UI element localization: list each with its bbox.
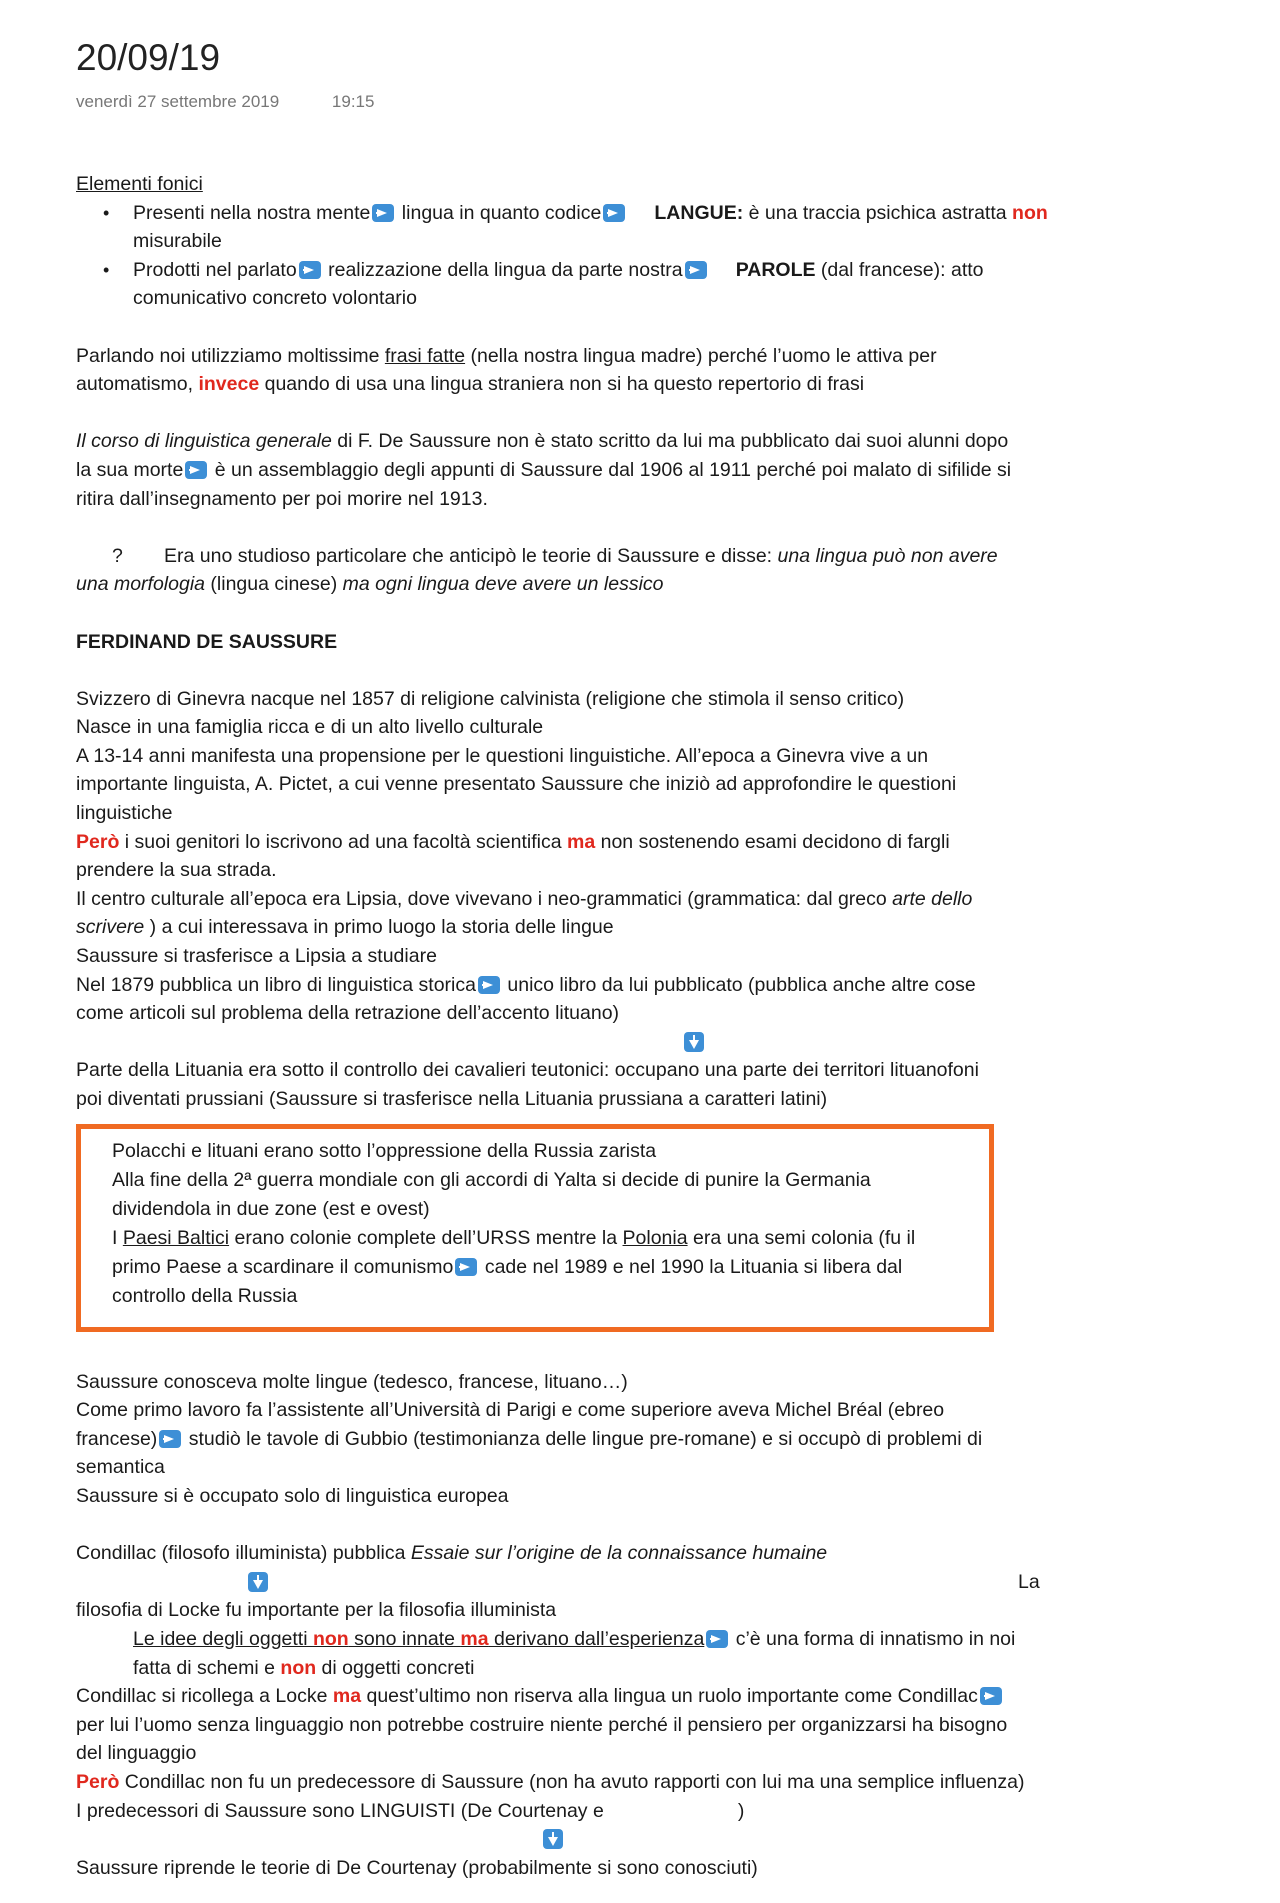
right-arrow-icon [185, 461, 207, 479]
condillac-line: Però Condillac non fu un predecessore di Saussure (non ha avuto rapporti con lui ma una semplice influenza) [76, 1770, 1025, 1793]
condillac-line: Condillac si ricollega a Locke ma quest’ultimo non riserva alla lingua un ruolo importante come Condillac [76, 1682, 1206, 1711]
right-arrow-icon [685, 261, 707, 279]
question-mark: ? [112, 544, 123, 567]
text: misurabile [133, 230, 222, 253]
right-arrow-icon [478, 976, 500, 994]
note-page [76, 30, 1206, 1882]
lingue-line: semantica [76, 1456, 165, 1479]
bio-line: Svizzero di Ginevra nacque nel 1857 di religione calvinista (religione che stimola il senso critico) [76, 687, 905, 710]
right-arrow-icon [299, 261, 321, 279]
bio-line: linguistiche [76, 802, 173, 825]
lingue-line: Saussure conosceva molte lingue (tedesco, francese, lituano…) [76, 1370, 628, 1393]
paragraph: Il corso di linguistica generale di F. De Saussure non è stato scritto da lui ma pubblicato dai suoi alunni dopo [76, 430, 1009, 453]
box-line: controllo della Russia [112, 1284, 298, 1307]
right-arrow-icon [455, 1258, 477, 1276]
condillac-line: Condillac (filosofo illuminista) pubblica Essaie sur l’origine de la connaissance humaine [76, 1542, 828, 1565]
lituania-line: poi diventati prussiani (Saussure si trasferisce nella Lituania prussiana a caratteri latini) [76, 1088, 828, 1110]
text: Presenti nella nostra mente [133, 201, 371, 224]
condillac-line: Le idee degli oggetti non sono innate ma derivano dall’esperienza c’è una forma di innatismo in noi [133, 1627, 1016, 1650]
right-arrow-icon [603, 204, 625, 222]
bio-line: Nasce in una famiglia ricca e di un alto livello culturale [76, 716, 544, 739]
bio-line: Il centro culturale all’epoca era Lipsia, dove vivevano i neo-grammatici (grammatica: dal greco arte dello [76, 887, 973, 910]
condillac-line: filosofia di Locke fu importante per la filosofia illuminista [76, 1599, 557, 1622]
elementi-list [76, 199, 1206, 313]
condillac-line: del linguaggio [76, 1742, 197, 1765]
paragraph: Parlando noi utilizziamo moltissime frasi fatte (nella nostra lingua madre) perché l’uomo le attiva per [76, 344, 937, 367]
down-arrow-icon [248, 1572, 268, 1592]
bio-line: Saussure si trasferisce a Lipsia a studiare [76, 945, 437, 968]
paragraph: ? Era uno studioso particolare che anticipò le teorie di Saussure e disse: una lingua può non avere [76, 542, 1206, 571]
history-box [76, 1124, 994, 1332]
paragraph: una morfologia (lingua cinese) ma ogni lingua deve avere un lessico [76, 573, 664, 596]
bio-line: A 13-14 anni manifesta una propensione per le questioni linguistiche. All’epoca a Ginevra vive a un [76, 744, 929, 767]
text: comunicativo concreto volontario [133, 287, 417, 310]
bio-line: Però i suoi genitori lo iscrivono ad una facoltà scientifica ma non sostenendo esami decidono di fargli [76, 830, 950, 853]
text: lingua in quanto codice [396, 201, 602, 224]
down-arrow-icon [543, 1829, 563, 1849]
box-line: Alla fine della 2ª guerra mondiale con gli accordi di Yalta si decide di punire la Germania [112, 1168, 871, 1191]
right-arrow-icon [372, 204, 394, 222]
text: Prodotti nel parlato [133, 258, 297, 281]
condillac-line: I predecessori di Saussure sono LINGUISTI (De Courtenay e ) [76, 1799, 745, 1822]
paragraph: ritira dall’insegnamento per poi morire nel 1913. [76, 487, 488, 510]
text: realizzazione della lingua da parte nostra [322, 258, 683, 281]
paragraph: automatismo, invece quando di usa una lingua straniera non si ha questo repertorio di frasi [76, 373, 865, 396]
parole-term: PAROLE [735, 258, 816, 281]
box-line: dividendola in due zone (est e ovest) [112, 1197, 430, 1220]
lingue-line: Come primo lavoro fa l’assistente all’Università di Parigi e come superiore aveva Michel Bréal (ebreo [76, 1399, 945, 1422]
condillac-line: fatta di schemi e non di oggetti concreti [133, 1656, 475, 1679]
text: è una traccia psichica astratta [743, 201, 1013, 224]
langue-term: LANGUE: [654, 201, 744, 224]
condillac-line: per lui l’uomo senza linguaggio non potrebbe costruire niente perché il pensiero per organizzarsi ha bisogno [76, 1713, 1008, 1736]
condillac-line: Saussure riprende le teorie di De Courtenay (probabilmente si sono conosciuti) [76, 1856, 758, 1879]
section-title: FERDINAND DE SAUSSURE [76, 630, 338, 653]
bio-line: Nel 1879 pubblica un libro di linguistica storica unico libro da lui pubblicato (pubblica anche altre cose [76, 973, 976, 996]
page-title: 20/09/19 [76, 37, 221, 78]
lituania-line: Parte della Lituania era sotto il controllo dei cavalieri teutonici: occupano una parte dei territori lituanofoni [76, 1059, 979, 1082]
bio-line: scrivere ) a cui interessava in primo luogo la storia delle lingue [76, 916, 614, 939]
list-item: • Presenti nella nostra mente lingua in quanto codice LANGUE: è una traccia psichica astratta non misurabile [103, 201, 1048, 253]
bio-line: importante linguista, A. Pictet, a cui venne presentato Saussure che iniziò ad approfondire le questioni [76, 773, 957, 796]
down-arrow-icon [684, 1032, 704, 1052]
elementi-heading: Elementi fonici [76, 173, 203, 195]
condillac-line [76, 1568, 1206, 1597]
right-arrow-icon [706, 1630, 728, 1648]
right-arrow-icon [980, 1687, 1002, 1705]
text: La [1018, 1570, 1040, 1593]
paragraph: la sua morte è un assemblaggio degli appunti di Saussure dal 1906 al 1911 perché poi malato di sifilide si [76, 458, 1012, 481]
page-meta [76, 92, 1206, 112]
box-line: Polacchi e lituani erano sotto l’oppressione della Russia zarista [112, 1139, 657, 1162]
lingue-line: Saussure si è occupato solo di linguistica europea [76, 1484, 509, 1507]
box-line: primo Paese a scardinare il comunismo cade nel 1989 e nel 1990 la Lituania si libera dal [112, 1255, 903, 1278]
right-arrow-icon [159, 1430, 181, 1448]
list-item: • Prodotti nel parlato realizzazione della lingua da parte nostra PAROLE (dal francese): atto comunicativo concreto volontario [103, 258, 984, 310]
bio-line: prendere la sua strada. [76, 859, 277, 882]
lingue-line: francese) studiò le tavole di Gubbio (testimonianza delle lingue pre-romane) e si occupò di problemi di [76, 1427, 983, 1450]
bio-line: come articoli sul problema della retrazione dell’accento lituano) [76, 1002, 620, 1025]
page-date: venerdì 27 settembre 2019 [76, 92, 280, 111]
red-keyword: non [1012, 201, 1048, 224]
text: (dal francese): atto [815, 258, 984, 281]
box-line: I Paesi Baltici erano colonie complete dell’URSS mentre la Polonia era una semi colonia (fu il [112, 1226, 916, 1249]
page-time: 19:15 [331, 92, 375, 111]
